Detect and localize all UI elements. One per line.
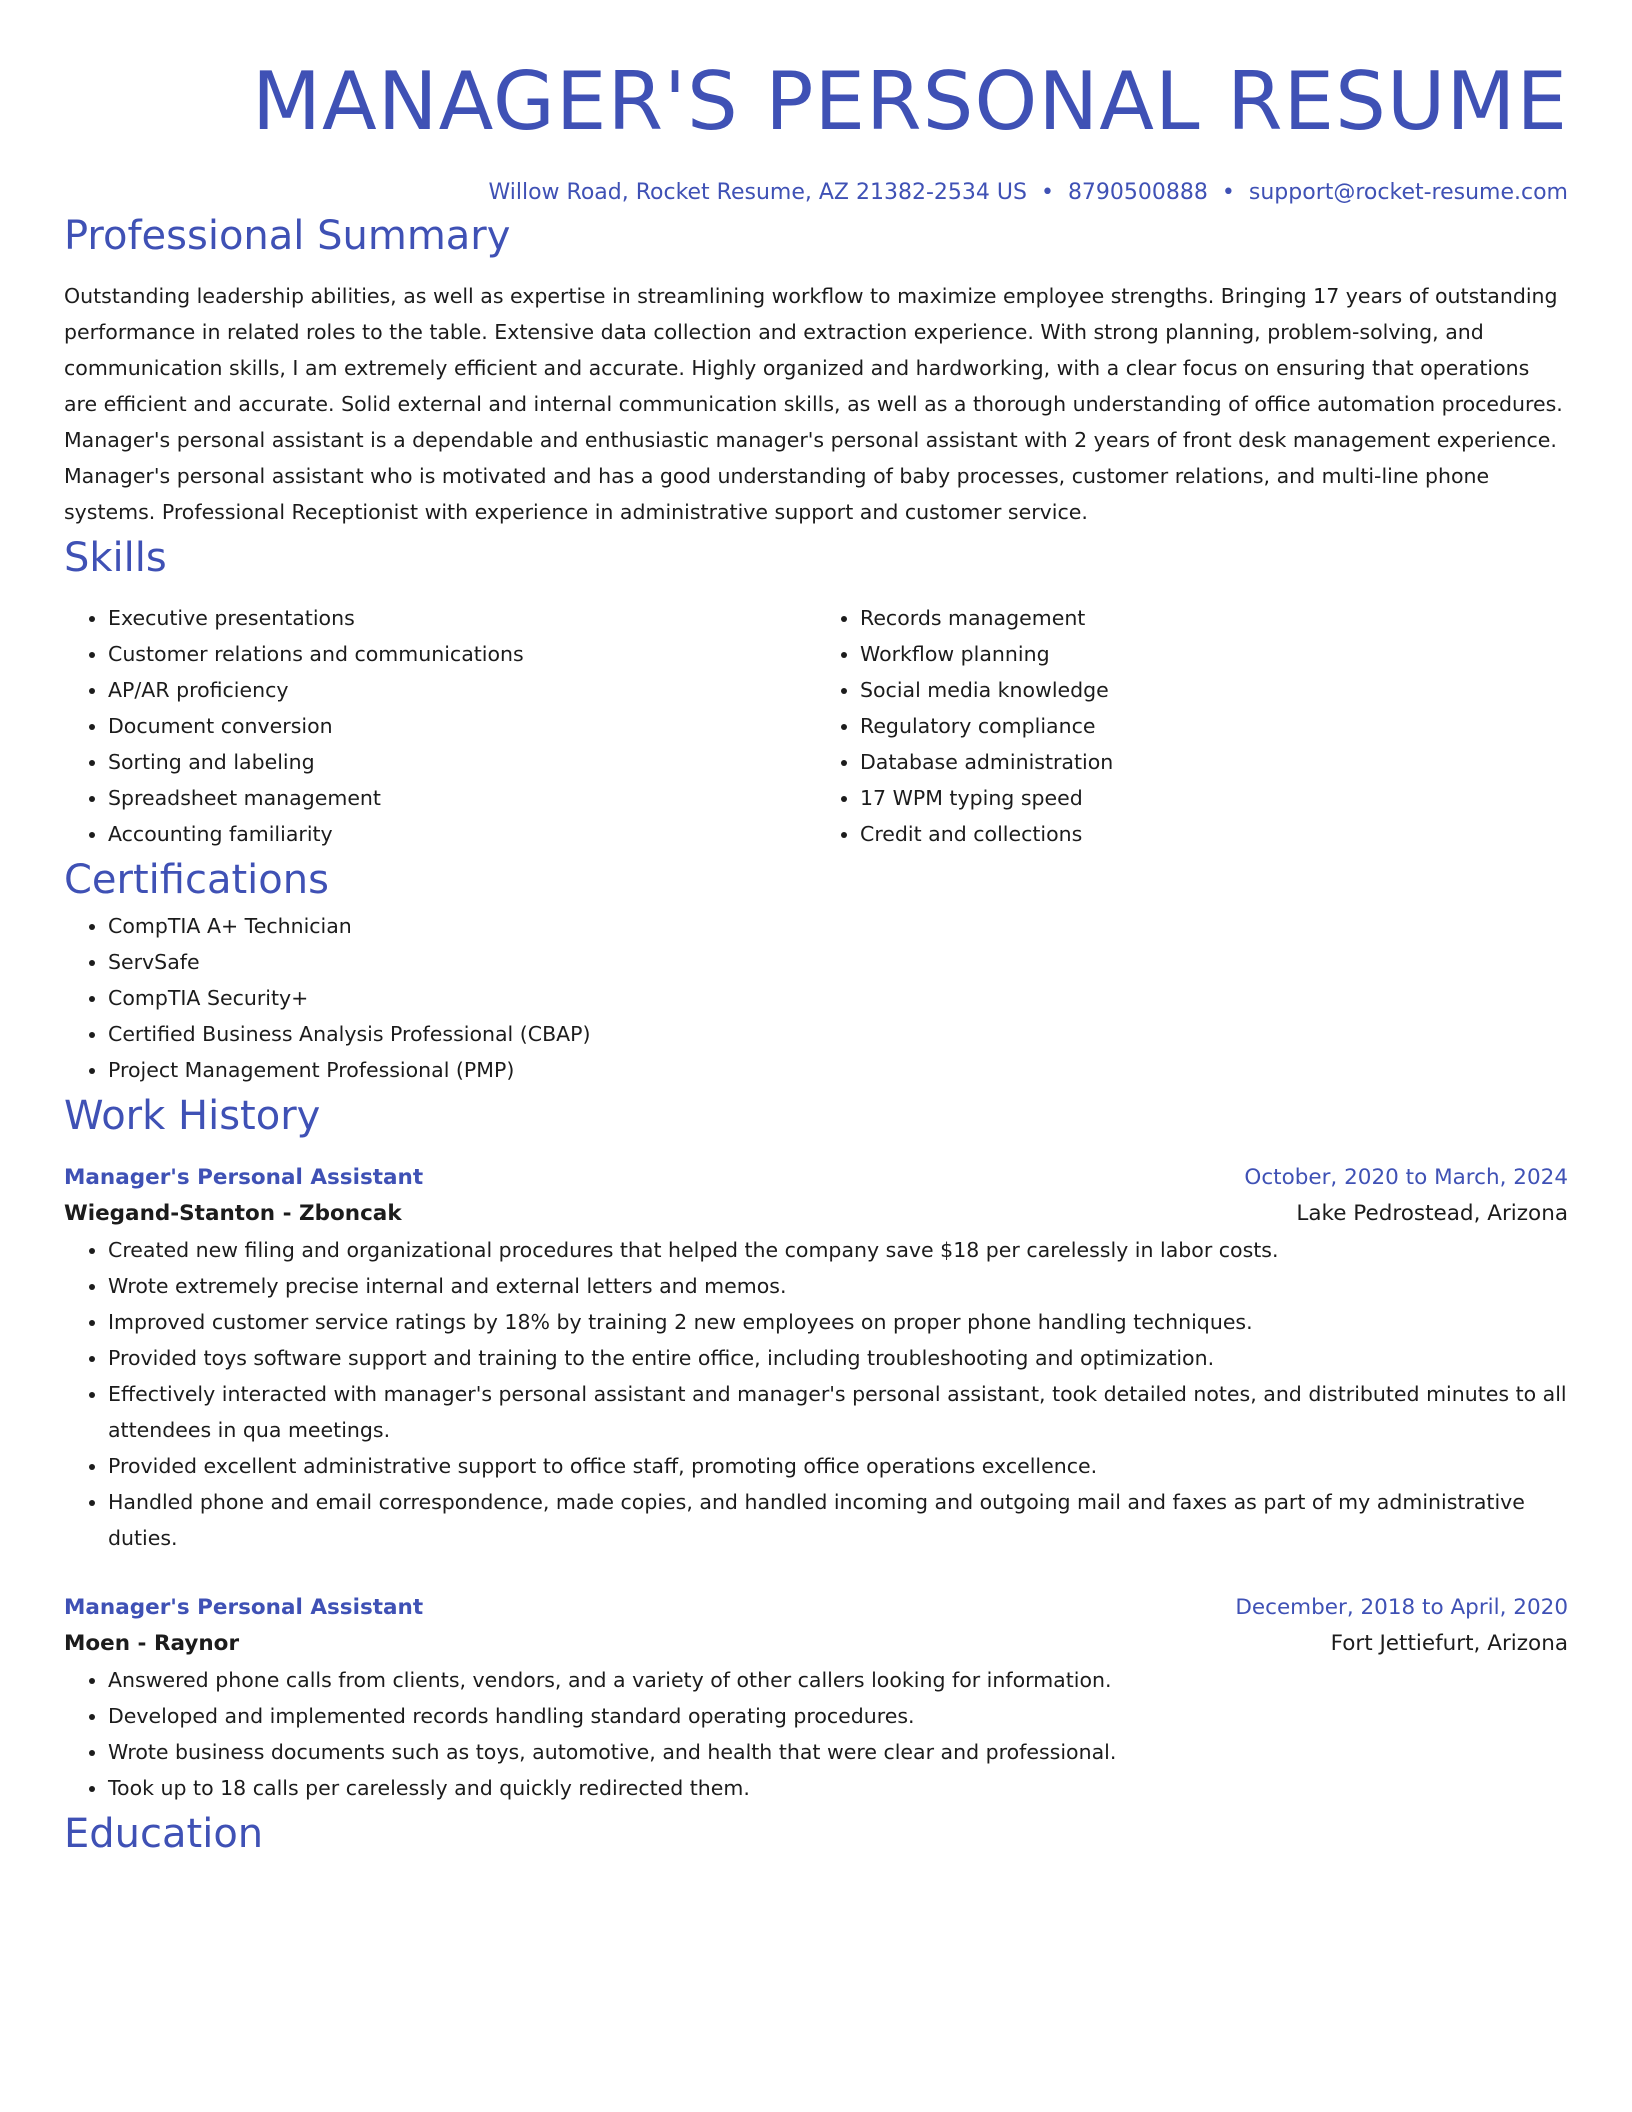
skills-columns <box>64 600 1568 852</box>
education-heading: Education <box>64 1811 264 1857</box>
resume-name: MANAGER'S PERSONAL RESUME <box>252 55 1568 148</box>
job-bullet-list <box>64 1232 1568 1556</box>
job-bullet: • Handled phone and email correspondence, made copies, and handled incoming and outgoing mail and faxes as part of my administrative duties. <box>108 1484 1568 1556</box>
job-bullet: • Took up to 18 calls per carelessly and quickly redirected them. <box>108 1770 1568 1806</box>
certification-item: • CompTIA A+ Technician <box>108 908 1568 944</box>
skill-item: • Document conversion <box>108 708 816 744</box>
job-bullet: • Answered phone calls from clients, vendors, and a variety of other callers looking for information. <box>108 1662 1568 1698</box>
skills-heading: Skills <box>64 535 167 581</box>
certification-item: • Project Management Professional (PMP) <box>108 1052 1568 1088</box>
skill-item: • 17 WPM typing speed <box>860 780 1568 816</box>
certification-item: • Certified Business Analysis Professional (CBAP) <box>108 1016 1568 1052</box>
skill-item: • Executive presentations <box>108 600 816 636</box>
job-bullet: • Provided toys software support and training to the entire office, including troubleshooting and optimization. <box>108 1340 1568 1376</box>
skill-item: • Spreadsheet management <box>108 780 816 816</box>
skill-item: • Records management <box>860 600 1568 636</box>
job-entry <box>64 1590 1568 1806</box>
job-location: Fort Jettiefurt, Arizona <box>1330 1631 1568 1656</box>
job-title: Manager's Personal Assistant <box>64 1165 424 1190</box>
skill-item: • Customer relations and communications <box>108 636 816 672</box>
skill-item: • Accounting familiarity <box>108 816 816 852</box>
job-bullet: • Wrote extremely precise internal and external letters and memos. <box>108 1268 1568 1304</box>
skill-item: • Database administration <box>860 744 1568 780</box>
summary-text: Outstanding leadership abilities, as well as expertise in streamlining workflow to maximize employee strengths. Bringing 17 years of outstanding performance in related roles to the table. Extensive data collection and extraction experience. With strong planning, problem-solving, and communication skills, I am extremely efficient and accurate. Highly organized and hardworking, with a clear focus on ensuring that operations are efficient and accurate. Solid external and internal communication skills, as well as a thorough understanding of office automation procedures. Manager's personal assistant is a dependable and enthusiastic manager's personal assistant with 2 years of front desk management experience. Manager's personal assistant who is motivated and has a good understanding of baby processes, customer relations, and multi-line phone systems. Professional Receptionist with experience in administrative support and customer service. <box>64 284 1563 524</box>
job-dates: December, 2018 to April, 2020 <box>1235 1595 1568 1620</box>
job-company-row <box>64 1626 1568 1662</box>
job-bullet: • Created new filing and organizational procedures that helped the company save $18 per carelessly in labor costs. <box>108 1232 1568 1268</box>
skill-item: • Workflow planning <box>860 636 1568 672</box>
skill-item: • Sorting and labeling <box>108 744 816 780</box>
contact-phone: 8790500888 <box>1067 180 1208 205</box>
certifications-list <box>64 908 1568 1088</box>
skills-right-list <box>816 600 1568 852</box>
job-dates: October, 2020 to March, 2024 <box>1244 1165 1568 1190</box>
job-bullet: • Improved customer service ratings by 18% by training 2 new employees on proper phone handling techniques. <box>108 1304 1568 1340</box>
job-bullet: • Provided excellent administrative support to office staff, promoting office operations excellence. <box>108 1448 1568 1484</box>
contact-separator: • <box>1040 180 1054 205</box>
skill-item: • Credit and collections <box>860 816 1568 852</box>
job-company: Moen - Raynor <box>64 1631 240 1656</box>
contact-email: support@rocket-resume.com <box>1248 180 1568 205</box>
job-title-row <box>64 1160 1568 1196</box>
certifications-heading: Certifications <box>64 857 329 903</box>
skills-left-list <box>64 600 816 852</box>
job-entry <box>64 1160 1568 1556</box>
job-bullet-list <box>64 1662 1568 1806</box>
job-bullet: • Effectively interacted with manager's personal assistant and manager's personal assistant, took detailed notes, and distributed minutes to all attendees in qua meetings. <box>108 1376 1568 1448</box>
resume-page <box>64 0 1568 1862</box>
resume-header <box>64 0 1568 208</box>
certification-item: • CompTIA Security+ <box>108 980 1568 1016</box>
contact-address: Willow Road, Rocket Resume, AZ 21382-2534 US <box>488 180 1027 205</box>
contact-line <box>64 178 1568 208</box>
work-history-heading: Work History <box>64 1093 321 1139</box>
job-location: Lake Pedrostead, Arizona <box>1296 1201 1568 1226</box>
skill-item: • Social media knowledge <box>860 672 1568 708</box>
certification-item: • ServSafe <box>108 944 1568 980</box>
job-company-row <box>64 1196 1568 1232</box>
job-bullet: • Wrote business documents such as toys, automotive, and health that were clear and professional. <box>108 1734 1568 1770</box>
job-bullet: • Developed and implemented records handling standard operating procedures. <box>108 1698 1568 1734</box>
summary-heading: Professional Summary <box>64 213 511 259</box>
job-title: Manager's Personal Assistant <box>64 1595 424 1620</box>
job-title-row <box>64 1590 1568 1626</box>
job-company: Wiegand-Stanton - Zboncak <box>64 1201 402 1226</box>
contact-separator: • <box>1221 180 1235 205</box>
skill-item: • AP/AR proficiency <box>108 672 816 708</box>
skill-item: • Regulatory compliance <box>860 708 1568 744</box>
